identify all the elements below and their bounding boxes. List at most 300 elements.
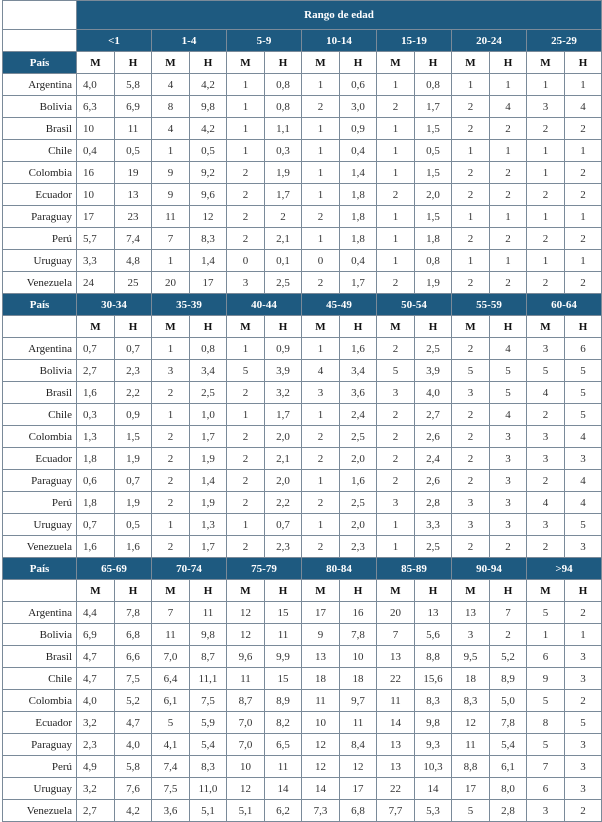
value-cell: 4,2 (190, 74, 227, 96)
value-cell: 3 (490, 514, 527, 536)
age-group-header: >94 (527, 558, 602, 580)
mujeres-header: M (152, 52, 190, 74)
hombres-header: H (490, 580, 527, 602)
country-name: Bolivia (3, 360, 77, 382)
value-cell: 2 (565, 118, 602, 140)
value-cell: 2,2 (115, 382, 152, 404)
value-cell: 2,5 (190, 382, 227, 404)
value-cell: 5 (527, 602, 565, 624)
value-cell: 2,1 (265, 448, 302, 470)
value-cell: 3,2 (77, 712, 115, 734)
value-cell: 5,1 (190, 800, 227, 822)
value-cell: 22 (377, 668, 415, 690)
value-cell: 2,3 (265, 536, 302, 558)
table-row (3, 800, 602, 822)
table-row (3, 624, 602, 646)
country-name: Perú (3, 492, 77, 514)
value-cell: 2,5 (265, 272, 302, 294)
value-cell: 6,6 (115, 646, 152, 668)
value-cell: 2 (527, 118, 565, 140)
value-cell: 1 (377, 514, 415, 536)
value-cell: 2,4 (340, 404, 377, 426)
age-group-header: 45-49 (302, 294, 377, 316)
value-cell: 3 (527, 426, 565, 448)
value-cell: 9,8 (190, 624, 227, 646)
value-cell: 4 (302, 360, 340, 382)
age-group-header-row (3, 30, 602, 52)
mujeres-header: M (302, 316, 340, 338)
value-cell: 1 (227, 140, 265, 162)
value-cell: 0,7 (115, 470, 152, 492)
value-cell: 1,6 (77, 536, 115, 558)
value-cell: 11 (152, 624, 190, 646)
age-group-header: 15-19 (377, 30, 452, 52)
value-cell: 4 (527, 382, 565, 404)
value-cell: 1,1 (265, 118, 302, 140)
value-cell: 8,7 (227, 690, 265, 712)
age-group-header: 50-54 (377, 294, 452, 316)
country-name: Chile (3, 140, 77, 162)
value-cell: 2,0 (340, 514, 377, 536)
value-cell: 2 (452, 272, 490, 294)
table-row (3, 206, 602, 228)
value-cell: 2 (302, 448, 340, 470)
value-cell: 7,0 (227, 712, 265, 734)
value-cell: 17 (302, 602, 340, 624)
value-cell: 2 (565, 184, 602, 206)
mujeres-header: M (227, 52, 265, 74)
value-cell: 10 (227, 756, 265, 778)
value-cell: 1,6 (115, 536, 152, 558)
value-cell: 8,3 (190, 756, 227, 778)
value-cell: 22 (377, 778, 415, 800)
table-row (3, 184, 602, 206)
value-cell: 1 (302, 118, 340, 140)
value-cell: 0,1 (265, 250, 302, 272)
mujeres-header: M (452, 316, 490, 338)
value-cell: 3,3 (77, 250, 115, 272)
value-cell: 2,0 (265, 426, 302, 448)
value-cell: 6,1 (490, 756, 527, 778)
value-cell: 6,8 (340, 800, 377, 822)
value-cell: 2 (452, 338, 490, 360)
value-cell: 1 (527, 162, 565, 184)
value-cell: 3 (527, 448, 565, 470)
value-cell: 12 (190, 206, 227, 228)
table-row (3, 536, 602, 558)
header-blank (3, 30, 77, 52)
country-name: Bolivia (3, 96, 77, 118)
mujeres-header: M (77, 580, 115, 602)
value-cell: 4 (565, 470, 602, 492)
value-cell: 2,3 (77, 734, 115, 756)
value-cell: 5 (565, 712, 602, 734)
value-cell: 3,9 (265, 360, 302, 382)
value-cell: 5 (377, 360, 415, 382)
country-name: Venezuela (3, 800, 77, 822)
value-cell: 5 (565, 404, 602, 426)
value-cell: 1 (152, 250, 190, 272)
value-cell: 3 (527, 514, 565, 536)
value-cell: 6 (527, 646, 565, 668)
value-cell: 20 (152, 272, 190, 294)
value-cell: 1 (302, 404, 340, 426)
mujeres-header: M (377, 52, 415, 74)
value-cell: 11 (302, 690, 340, 712)
value-cell: 1,7 (265, 184, 302, 206)
value-cell: 1,0 (190, 404, 227, 426)
mujeres-header: M (302, 580, 340, 602)
age-group-header-row (3, 294, 602, 316)
value-cell: 3 (565, 646, 602, 668)
value-cell: 1 (152, 338, 190, 360)
value-cell: 5,6 (415, 624, 452, 646)
value-cell: 4,7 (77, 646, 115, 668)
value-cell: 0,3 (265, 140, 302, 162)
value-cell: 0 (302, 250, 340, 272)
sub-header-blank (3, 580, 77, 602)
value-cell: 9 (302, 624, 340, 646)
table-row (3, 272, 602, 294)
value-cell: 2 (152, 382, 190, 404)
value-cell: 8 (527, 712, 565, 734)
value-cell: 2 (527, 470, 565, 492)
value-cell: 0,6 (340, 74, 377, 96)
value-cell: 6,9 (115, 96, 152, 118)
table-row (3, 426, 602, 448)
age-group-header: 75-79 (227, 558, 302, 580)
age-group-header: 40-44 (227, 294, 302, 316)
table-body (3, 30, 602, 822)
value-cell: 5 (565, 514, 602, 536)
value-cell: 2 (490, 536, 527, 558)
pais-header: País (3, 294, 77, 316)
value-cell: 2 (377, 426, 415, 448)
value-cell: 1,3 (77, 426, 115, 448)
value-cell: 1 (527, 140, 565, 162)
value-cell: 5,0 (490, 690, 527, 712)
value-cell: 12 (452, 712, 490, 734)
value-cell: 1 (377, 118, 415, 140)
value-cell: 0,7 (115, 338, 152, 360)
value-cell: 2 (377, 272, 415, 294)
value-cell: 2 (490, 272, 527, 294)
value-cell: 1,7 (265, 404, 302, 426)
sub-header-blank (3, 316, 77, 338)
value-cell: 0,4 (340, 140, 377, 162)
value-cell: 2 (227, 206, 265, 228)
age-group-header: 25-29 (527, 30, 602, 52)
value-cell: 1 (490, 74, 527, 96)
value-cell: 0,7 (77, 514, 115, 536)
value-cell: 8 (152, 96, 190, 118)
value-cell: 11,1 (190, 668, 227, 690)
value-cell: 9 (152, 184, 190, 206)
value-cell: 2 (452, 426, 490, 448)
value-cell: 1 (377, 162, 415, 184)
value-cell: 3 (227, 272, 265, 294)
hombres-header: H (265, 316, 302, 338)
value-cell: 1,9 (115, 448, 152, 470)
value-cell: 0,4 (340, 250, 377, 272)
value-cell: 2 (152, 448, 190, 470)
value-cell: 1 (227, 404, 265, 426)
value-cell: 3 (452, 514, 490, 536)
value-cell: 2 (452, 96, 490, 118)
value-cell: 10 (302, 712, 340, 734)
age-group-header-row (3, 558, 602, 580)
value-cell: 4 (490, 96, 527, 118)
mujeres-header: M (527, 580, 565, 602)
value-cell: 0,8 (415, 250, 452, 272)
value-cell: 11 (265, 624, 302, 646)
value-cell: 1,9 (265, 162, 302, 184)
country-name: Uruguay (3, 778, 77, 800)
mujeres-header: M (152, 580, 190, 602)
value-cell: 2 (565, 162, 602, 184)
hombres-header: H (115, 316, 152, 338)
table-row (3, 96, 602, 118)
value-cell: 3 (565, 536, 602, 558)
value-cell: 2 (490, 118, 527, 140)
value-cell: 2 (565, 800, 602, 822)
value-cell: 7,8 (115, 602, 152, 624)
value-cell: 0 (227, 250, 265, 272)
value-cell: 1 (302, 470, 340, 492)
value-cell: 2 (452, 162, 490, 184)
value-cell: 2 (227, 536, 265, 558)
value-cell: 0,8 (415, 74, 452, 96)
value-cell: 9,6 (190, 184, 227, 206)
value-cell: 2 (227, 492, 265, 514)
hombres-header: H (340, 580, 377, 602)
age-group-header: 5-9 (227, 30, 302, 52)
value-cell: 2 (152, 470, 190, 492)
value-cell: 2 (565, 602, 602, 624)
table-row (3, 778, 602, 800)
table-row (3, 228, 602, 250)
value-cell: 2 (377, 404, 415, 426)
value-cell: 3 (377, 492, 415, 514)
value-cell: 15 (265, 602, 302, 624)
value-cell: 1 (452, 140, 490, 162)
value-cell: 19 (115, 162, 152, 184)
value-cell: 3,6 (340, 382, 377, 404)
value-cell: 3,2 (265, 382, 302, 404)
value-cell: 1 (227, 96, 265, 118)
value-cell: 2 (490, 624, 527, 646)
value-cell: 8,0 (490, 778, 527, 800)
value-cell: 2 (490, 162, 527, 184)
value-cell: 2 (452, 448, 490, 470)
country-name: Colombia (3, 690, 77, 712)
value-cell: 16 (77, 162, 115, 184)
value-cell: 1 (302, 162, 340, 184)
value-cell: 1,8 (340, 184, 377, 206)
value-cell: 1 (152, 514, 190, 536)
value-cell: 5,8 (115, 74, 152, 96)
value-cell: 3 (565, 778, 602, 800)
value-cell: 2 (227, 162, 265, 184)
value-cell: 6,5 (265, 734, 302, 756)
value-cell: 4,0 (77, 74, 115, 96)
age-group-header: 70-74 (152, 558, 227, 580)
value-cell: 0,5 (415, 140, 452, 162)
value-cell: 13 (377, 756, 415, 778)
country-name: Colombia (3, 162, 77, 184)
value-cell: 2,2 (265, 492, 302, 514)
value-cell: 5 (152, 712, 190, 734)
value-cell: 7 (527, 756, 565, 778)
value-cell: 14 (265, 778, 302, 800)
value-cell: 8,7 (190, 646, 227, 668)
value-cell: 2,5 (415, 536, 452, 558)
value-cell: 0,8 (265, 74, 302, 96)
table-title: Rango de edad (77, 1, 602, 30)
value-cell: 0,9 (265, 338, 302, 360)
value-cell: 2 (527, 536, 565, 558)
value-cell: 3,6 (152, 800, 190, 822)
value-cell: 8,2 (265, 712, 302, 734)
value-cell: 1,9 (190, 448, 227, 470)
value-cell: 1 (377, 206, 415, 228)
value-cell: 2,3 (115, 360, 152, 382)
hombres-header: H (415, 316, 452, 338)
hombres-header: H (565, 580, 602, 602)
table-row (3, 140, 602, 162)
mujeres-header: M (377, 580, 415, 602)
age-group-header: 1-4 (152, 30, 227, 52)
value-cell: 7,7 (377, 800, 415, 822)
value-cell: 1 (452, 74, 490, 96)
value-cell: 12 (227, 624, 265, 646)
corner-blank (3, 1, 77, 30)
country-name: Colombia (3, 426, 77, 448)
value-cell: 7,4 (152, 756, 190, 778)
value-cell: 1 (377, 140, 415, 162)
value-cell: 6,8 (115, 624, 152, 646)
value-cell: 9,6 (227, 646, 265, 668)
value-cell: 2,1 (265, 228, 302, 250)
value-cell: 13 (302, 646, 340, 668)
value-cell: 1,5 (415, 162, 452, 184)
value-cell: 9,8 (415, 712, 452, 734)
hombres-header: H (265, 52, 302, 74)
value-cell: 2,4 (415, 448, 452, 470)
value-cell: 1 (527, 206, 565, 228)
value-cell: 1 (490, 140, 527, 162)
value-cell: 1 (377, 536, 415, 558)
table-row (3, 338, 602, 360)
table-row (3, 668, 602, 690)
value-cell: 5 (565, 360, 602, 382)
value-cell: 3 (377, 382, 415, 404)
value-cell: 1,7 (340, 272, 377, 294)
value-cell: 3,4 (190, 360, 227, 382)
age-group-header: 90-94 (452, 558, 527, 580)
value-cell: 8,9 (490, 668, 527, 690)
country-name: Venezuela (3, 536, 77, 558)
value-cell: 1,7 (190, 536, 227, 558)
hombres-header: H (415, 580, 452, 602)
value-cell: 3 (490, 470, 527, 492)
hombres-header: H (340, 316, 377, 338)
value-cell: 5 (527, 734, 565, 756)
value-cell: 13 (452, 602, 490, 624)
value-cell: 5,8 (115, 756, 152, 778)
value-cell: 1 (452, 206, 490, 228)
value-cell: 1,6 (340, 338, 377, 360)
sex-header-row (3, 580, 602, 602)
value-cell: 23 (115, 206, 152, 228)
mujeres-header: M (527, 316, 565, 338)
value-cell: 9,8 (190, 96, 227, 118)
value-cell: 9,9 (265, 646, 302, 668)
value-cell: 7,5 (115, 668, 152, 690)
value-cell: 11,0 (190, 778, 227, 800)
pais-header: País (3, 52, 77, 74)
value-cell: 10 (340, 646, 377, 668)
value-cell: 4,1 (152, 734, 190, 756)
value-cell: 0,5 (115, 514, 152, 536)
value-cell: 7,8 (490, 712, 527, 734)
country-name: Paraguay (3, 734, 77, 756)
country-name: Brasil (3, 118, 77, 140)
mujeres-header: M (527, 52, 565, 74)
value-cell: 3 (152, 360, 190, 382)
table-row (3, 492, 602, 514)
value-cell: 12 (227, 778, 265, 800)
value-cell: 10 (77, 184, 115, 206)
value-cell: 13 (377, 646, 415, 668)
value-cell: 1 (527, 624, 565, 646)
value-cell: 1 (490, 206, 527, 228)
value-cell: 7,4 (115, 228, 152, 250)
value-cell: 7,0 (152, 646, 190, 668)
value-cell: 5,4 (490, 734, 527, 756)
value-cell: 4,0 (415, 382, 452, 404)
value-cell: 8,3 (415, 690, 452, 712)
value-cell: 7,5 (190, 690, 227, 712)
country-name: Uruguay (3, 250, 77, 272)
value-cell: 2 (377, 470, 415, 492)
age-group-header: 20-24 (452, 30, 527, 52)
value-cell: 5,2 (115, 690, 152, 712)
value-cell: 24 (77, 272, 115, 294)
mujeres-header: M (377, 316, 415, 338)
value-cell: 2 (527, 404, 565, 426)
value-cell: 11 (377, 690, 415, 712)
value-cell: 11 (227, 668, 265, 690)
value-cell: 1,4 (340, 162, 377, 184)
table-row (3, 514, 602, 536)
value-cell: 4,7 (115, 712, 152, 734)
value-cell: 2 (265, 206, 302, 228)
table-row (3, 734, 602, 756)
hombres-header: H (490, 52, 527, 74)
value-cell: 6,4 (152, 668, 190, 690)
value-cell: 2,5 (415, 338, 452, 360)
value-cell: 2 (227, 426, 265, 448)
country-name: Argentina (3, 602, 77, 624)
value-cell: 0,3 (77, 404, 115, 426)
value-cell: 7 (152, 228, 190, 250)
value-cell: 3 (490, 448, 527, 470)
value-cell: 1 (152, 140, 190, 162)
value-cell: 2 (565, 690, 602, 712)
country-name: Argentina (3, 74, 77, 96)
value-cell: 2,5 (340, 426, 377, 448)
